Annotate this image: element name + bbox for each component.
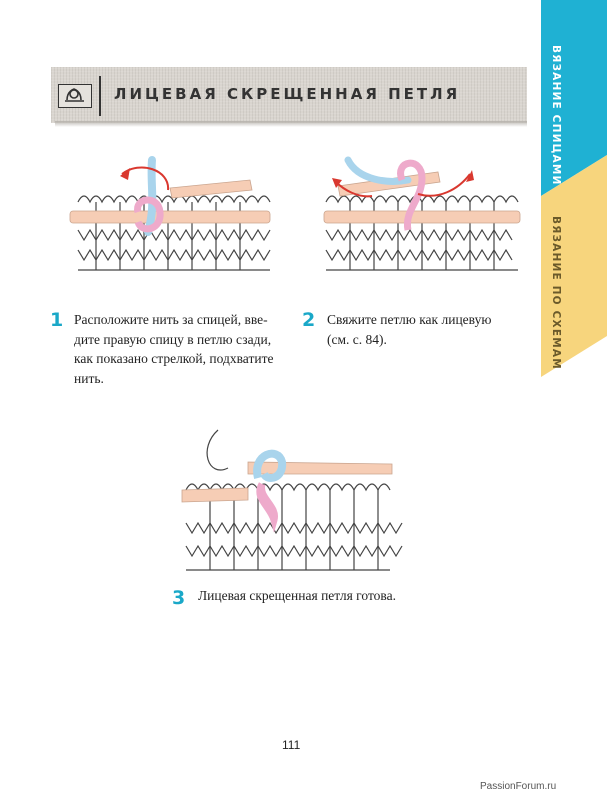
step-1-line: как показано стрелкой, подхватите: [74, 351, 274, 366]
step-1-line: дите правую спицу в петлю сзади,: [74, 331, 272, 347]
step-3-number: 3: [172, 587, 186, 609]
header-divider: [99, 76, 101, 116]
side-tab-charts-label[interactable]: ВЯЗАНИЕ ПО СХЕМАМ: [550, 216, 562, 370]
header-banner-shadow: [55, 121, 527, 127]
illustration-step-1: [60, 150, 290, 285]
step-3-text: [198, 586, 448, 606]
step-3-line: Лицевая скрещенная петля готова.: [198, 588, 396, 603]
step-1-line: нить.: [74, 370, 104, 386]
knit-loop-icon: [58, 84, 92, 108]
step-2-line: (см. с. 84).: [327, 331, 387, 347]
step-1-line: Расположите нить за спицей, вве-: [74, 312, 268, 327]
step-2-number: 2: [302, 309, 316, 331]
step-1-text: [74, 310, 294, 388]
step-2-text: [327, 310, 527, 349]
page-title: ЛИЦЕВАЯ СКРЕЩЕННАЯ ПЕТЛЯ: [114, 85, 461, 103]
step-2-line: Свяжите петлю как лицевую: [327, 312, 492, 327]
step-1-number: 1: [50, 309, 64, 331]
side-tab-knitting-label[interactable]: ВЯЗАНИЕ СПИЦАМИ: [550, 45, 562, 186]
page-number: 111: [282, 738, 301, 752]
illustration-step-2: [318, 150, 528, 285]
watermark: PassionForum.ru: [480, 781, 557, 792]
illustration-step-3: [178, 428, 400, 578]
